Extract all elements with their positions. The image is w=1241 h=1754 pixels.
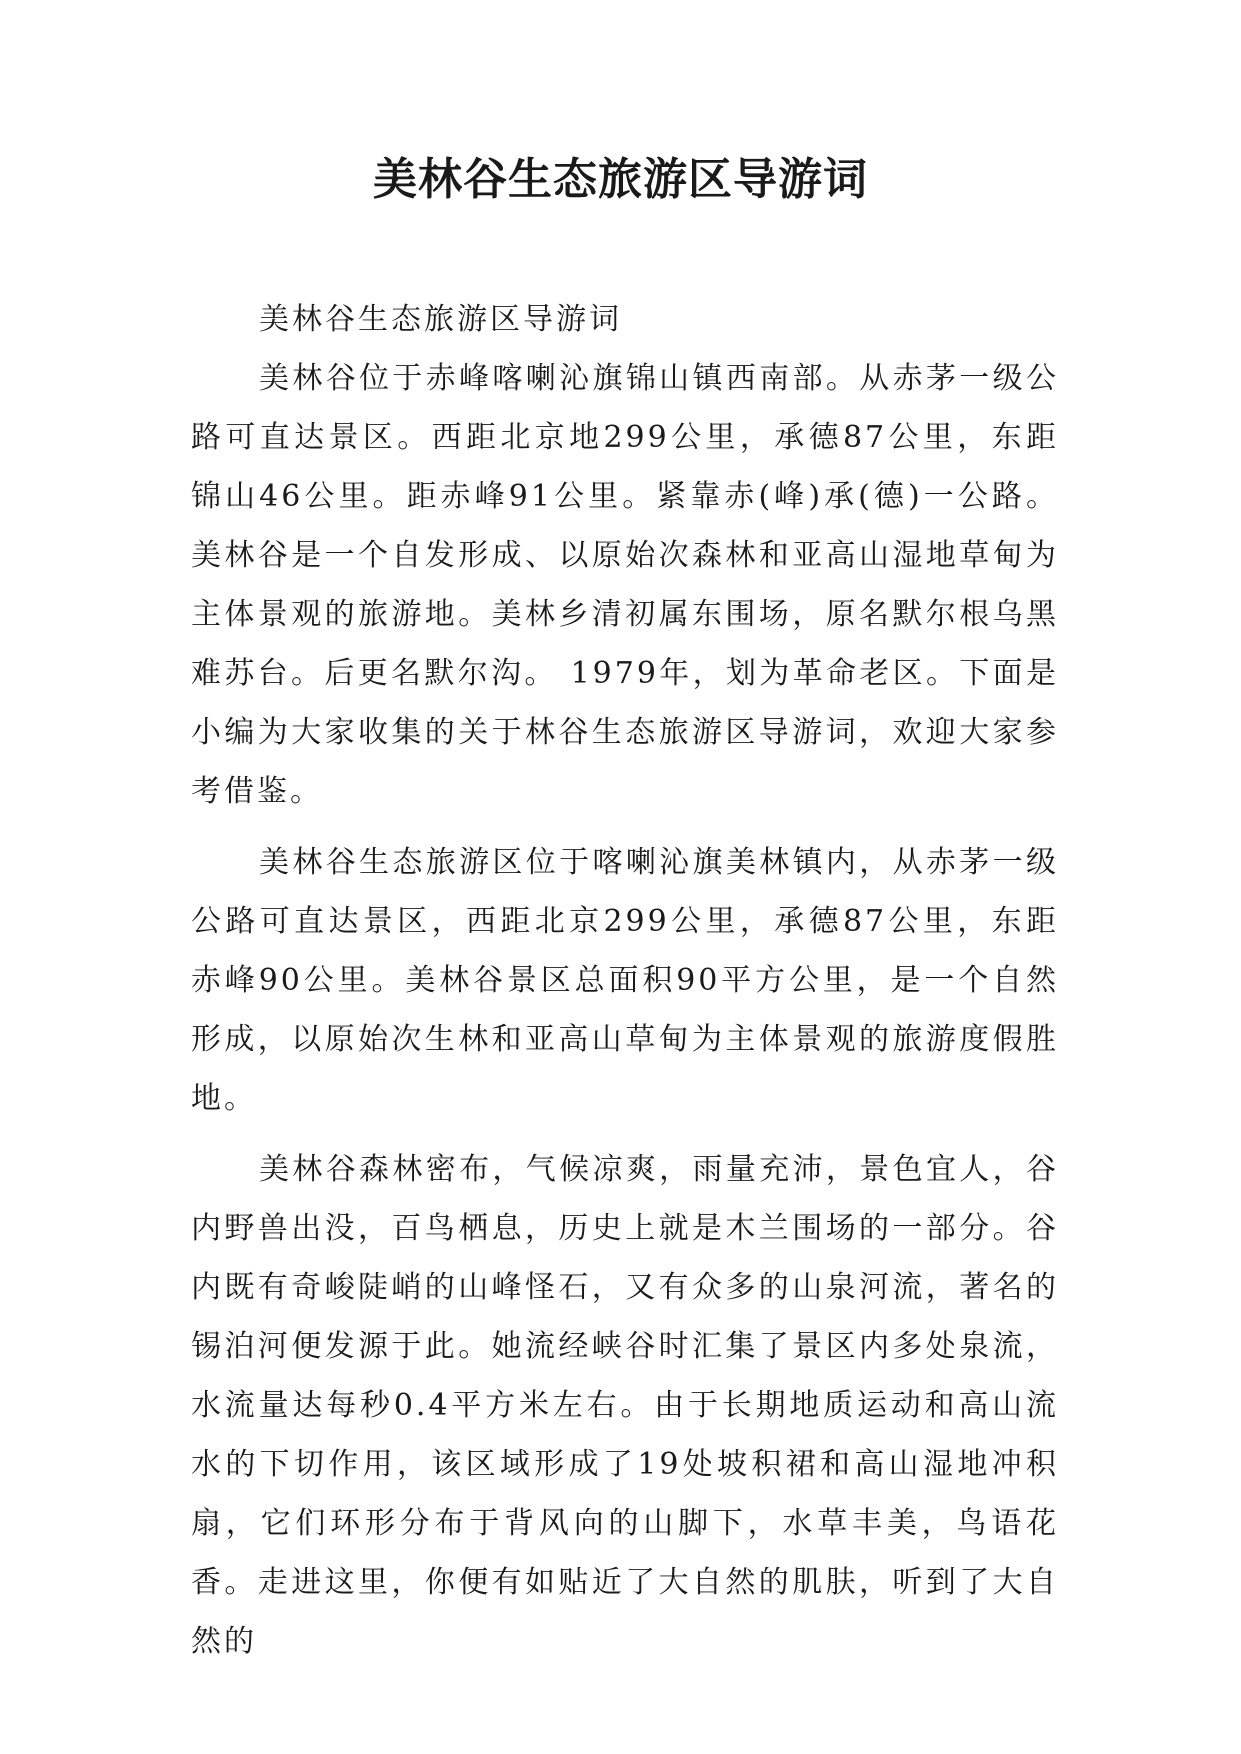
document-title: 美林谷生态旅游区导游词: [373, 154, 868, 205]
paragraph-subtitle: 美林谷生态旅游区导游词: [259, 302, 622, 337]
document-body: [191, 290, 1059, 1671]
paragraph-location: 美林谷生态旅游区位于喀喇沁旗美林镇内，从赤茅一级公路可直达景区，西距北京299公里，承德87公里，东距赤峰90公里。美林谷景区总面积90平方公里，是一个自然形成，以原始次生林和亚高山草甸为主体景观的旅游度假胜地。: [191, 845, 1059, 1116]
paragraph-intro: 美林谷位于赤峰喀喇沁旗锦山镇西南部。从赤茅一级公路可直达景区。西距北京地299公里，承德87公里，东距锦山46公里。距赤峰91公里。紧靠赤(峰)承(德)一公路。美林谷是一个自发形成、以原始次森林和亚高山湿地草甸为主体景观的旅游地。美林乡清初属东围场，原名默尔根乌黑难苏台。后更名默尔沟。 1979年，划为革命老区。下面是小编为大家收集的关于林谷生态旅游区导游词，欢迎大家参考借鉴。: [191, 361, 1059, 809]
paragraph-forest: 美林谷森林密布，气候凉爽，雨量充沛，景色宜人，谷内野兽出没，百鸟栖息，历史上就是木兰围场的一部分。谷内既有奇峻陡峭的山峰怪石，又有众多的山泉河流，著名的锡泊河便发源于此。她流经峡谷时汇集了景区内多处泉流，水流量达每秒0.4平方米左右。由于长期地质运动和高山流水的下切作用，该区域形成了19处坡积裙和高山湿地冲积扇，它们环形分布于背风向的山脚下，水草丰美，鸟语花香。走进这里，你便有如贴近了大自然的肌肤，听到了大自然的: [191, 1152, 1059, 1659]
